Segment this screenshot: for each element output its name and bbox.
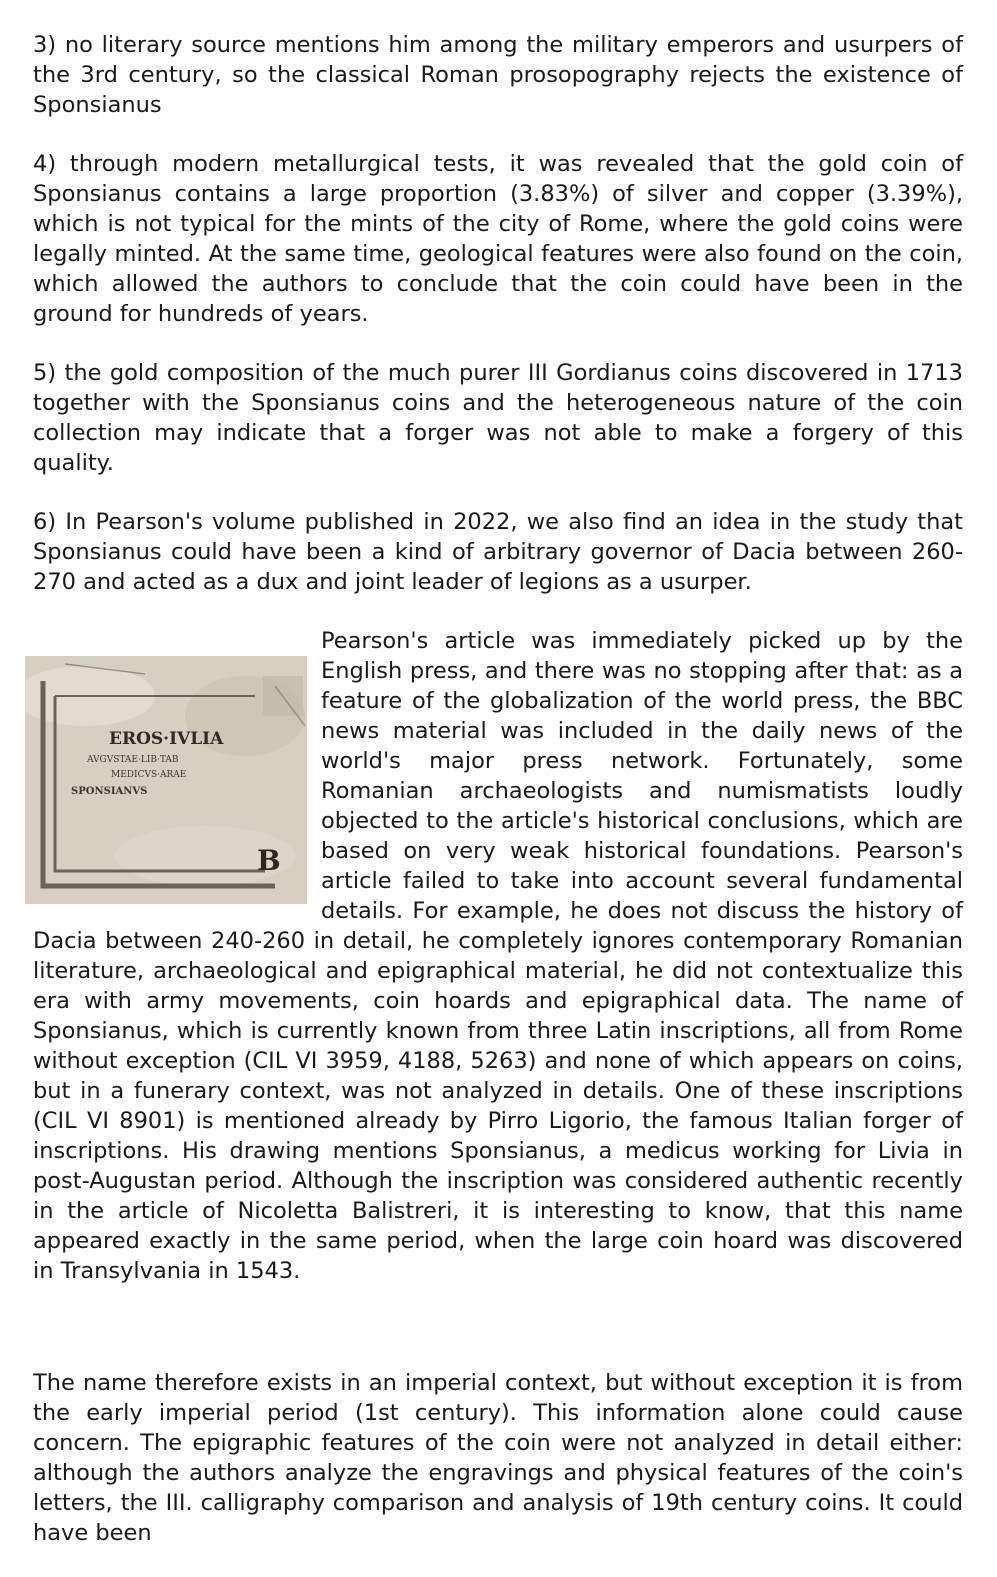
paragraph-point-6: 6) In Pearson's volume published in 2022, we also find an idea in the study that Sponsianus could have been a kind of arbitrary governor of Dacia between 260-270 and acted as a dux and joint leader of legions as a usurper. [33, 509, 963, 595]
paragraph-pearson-article [33, 626, 963, 1286]
inscription-line-1: EROS·IVLIA [109, 729, 224, 749]
paragraph-point-4: 4) through modern metallurgical tests, it was revealed that the gold coin of Sponsianus contains a large proportion (3.83%) of silver and copper (3.39%), which is not typical for the mints of the city of Rome, where the gold coins were legally minted. At the same time, geological features were also found on the coin, which allowed the authors to conclude that the coin could have been in the ground for hundreds of years. [33, 151, 963, 327]
paragraph-name-context: The name therefore exists in an imperial context, but without exception it is from the early imperial period (1st century). This information alone could cause concern. The epigraphic features of the coin were not analyzed in detail either: although the authors analyze the engravings and physical features of the coin's letters, the III. calligraphy comparison and analysis of 19th century coins. It could have been [33, 1370, 963, 1546]
inscription-line-3: MEDICVS·ARAE [111, 770, 187, 780]
pearson-article-text: Pearson's article was immediately picked up by the English press, and there was no stopping after that: as a feature of the globalization of the world press, the BBC news material was included in the daily news of the world's major press network. Fortunately, some Romanian archaeologists and numismatists loudly objected to the article's historical conclusions, which are based on very weak historical foundations. Pearson's article failed to take into account several fundamental details. For example, he does not discuss the history of Dacia between 240-260 in detail, he completely ignores contemporary Romanian literature, archaeological and epigraphical material, he did not contextualize this era with army movements, coin hoards and epigraphical data. The name of Sponsianus, which is currently known from three Latin inscriptions, all from Rome without exception (CIL VI 3959, 4188, 5263) and none of which appears on coins, but in a funerary context, was not analyzed in details. One of these inscriptions (CIL VI 8901) is mentioned already by Pirro Ligorio, the famous Italian forger of inscriptions. His drawing mentions Sponsianus, a medicus working for Livia in post-Augustan period. Although the inscription was considered authentic recently in the article of Nicoletta Balistreri, it is interesting to know, that this name appeared exactly in the same period, when the large coin hoard was discovered in Transylvania in 1543. [33, 628, 963, 1284]
document-page [33, 30, 963, 1577]
inscription-corner-letter: B [257, 844, 281, 877]
paragraph-point-5: 5) the gold composition of the much purer III Gordianus coins discovered in 1713 together with the Sponsianus coins and the heterogeneous nature of the coin collection may indicate that a forger was not able to make a forgery of this quality. [33, 360, 963, 476]
paragraph-point-3: 3) no literary source mentions him among the military emperors and usurpers of the 3rd century, so the classical Roman prosopography rejects the existence of Sponsianus [33, 32, 963, 118]
inscription-drawing-image [25, 656, 307, 904]
inscription-line-2: AVGVSTAE·LIB·TAB [87, 755, 179, 765]
inscription-line-4: SPONSIANVS [71, 786, 148, 797]
